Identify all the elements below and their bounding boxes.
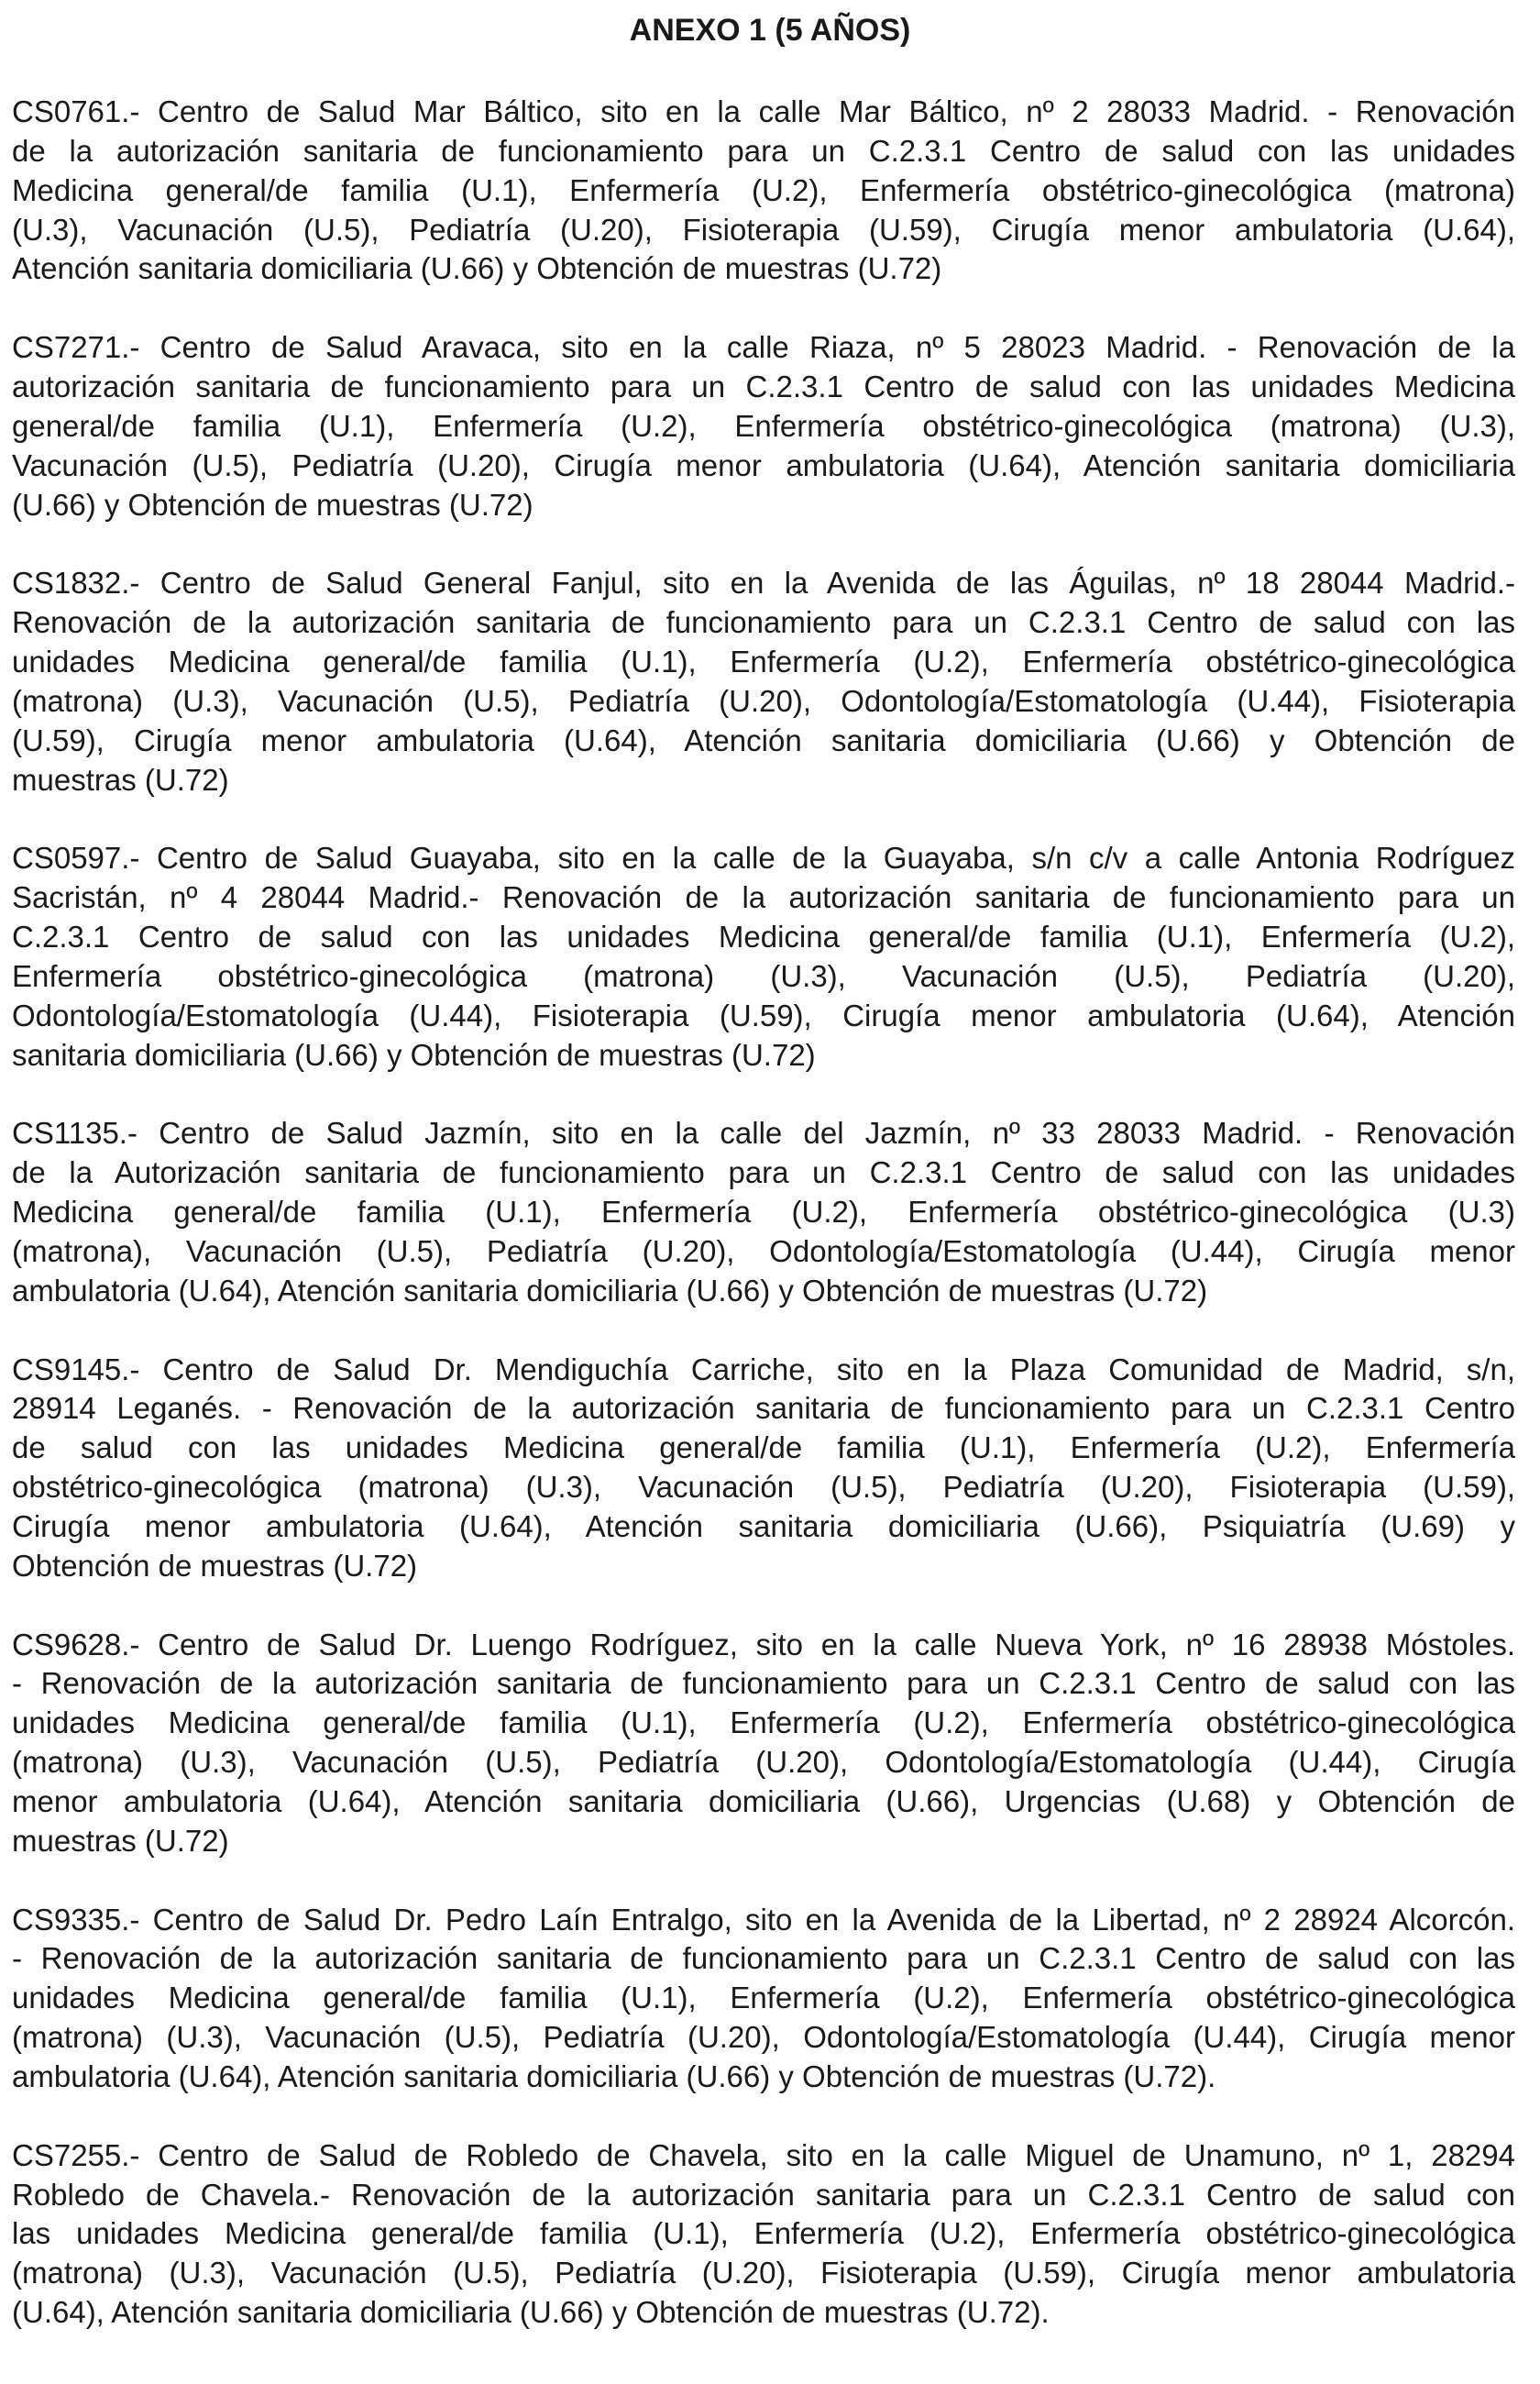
entry-line: Vacunación (U.5), Pediatría (U.20), Cirugía menor ambulatoria (U.64), Atención sanitaria domiciliaria xyxy=(12,447,1515,482)
entry-line: ambulatoria (U.64), Atención sanitaria domiciliaria (U.66) y Obtención de muestras (U.72). xyxy=(12,2058,1216,2093)
entry-line: CS1135.- Centro de Salud Jazmín, sito en la calle del Jazmín, nº 33 28033 Madrid. - Renovación xyxy=(12,1116,1515,1151)
entry-line: (U.66) y Obtención de muestras (U.72) xyxy=(12,487,534,522)
entry-line: Medicina general/de familia (U.1), Enfermería (U.2), Enfermería obstétrico-ginecológica (matrona) xyxy=(12,172,1515,207)
entry-line: de la autorización sanitaria de funcionamiento para un C.2.3.1 Centro de salud con las unidades xyxy=(12,133,1515,168)
entry-cs7255 xyxy=(12,2136,1515,2333)
entry-line: autorización sanitaria de funcionamiento para un C.2.3.1 Centro de salud con las unidades Medicina xyxy=(12,370,1515,404)
entry-line: Atención sanitaria domiciliaria (U.66) y Obtención de muestras (U.72) xyxy=(12,251,942,286)
entry-line: unidades Medicina general/de familia (U.1), Enfermería (U.2), Enfermería obstétrico-ginecológica xyxy=(12,1705,1515,1740)
entry-line: (matrona) (U.3), Vacunación (U.5), Pediatría (U.20), Odontología/Estomatología (U.44), Fisioterapia xyxy=(12,683,1515,718)
entry-cs0597 xyxy=(12,839,1515,1075)
entry-line: Sacristán, nº 4 28044 Madrid.- Renovación de la autorización sanitaria de funcionamiento para un xyxy=(12,880,1515,915)
entry-cs1135 xyxy=(12,1114,1515,1310)
entry-line: Enfermería obstétrico-ginecológica (matrona) (U.3), Vacunación (U.5), Pediatría (U.20), xyxy=(12,958,1515,993)
entry-line: (U.59), Cirugía menor ambulatoria (U.64), Atención sanitaria domiciliaria (U.66) y Obtención de xyxy=(12,723,1515,757)
entry-line: unidades Medicina general/de familia (U.1), Enfermería (U.2), Enfermería obstétrico-ginecológica xyxy=(12,1981,1515,2015)
entry-line: (matrona), Vacunación (U.5), Pediatría (U.20), Odontología/Estomatología (U.44), Cirugía menor xyxy=(12,1233,1515,1268)
entry-cs9628 xyxy=(12,1626,1515,1861)
entry-line: CS7255.- Centro de Salud de Robledo de Chavela, sito en la calle Miguel de Unamuno, nº 1, 28294 xyxy=(12,2137,1515,2172)
entry-line: Obtención de muestras (U.72) xyxy=(12,1548,418,1583)
entry-line: obstétrico-ginecológica (matrona) (U.3), Vacunación (U.5), Pediatría (U.20), Fisioterapia (U.59), xyxy=(12,1470,1515,1505)
entry-line: - Renovación de la autorización sanitaria de funcionamiento para un C.2.3.1 Centro de salud con las xyxy=(12,1941,1515,1976)
document-title: ANEXO 1 (5 AÑOS) xyxy=(629,13,911,48)
entry-cs9335 xyxy=(12,1901,1515,2097)
entry-cs1832 xyxy=(12,564,1515,800)
entry-line: CS7271.- Centro de Salud Aravaca, sito en la calle Riaza, nº 5 28023 Madrid. - Renovación de la xyxy=(12,330,1515,365)
entry-line: CS9145.- Centro de Salud Dr. Mendiguchía Carriche, sito en la Plaza Comunidad de Madrid, s/n, xyxy=(12,1352,1515,1386)
entry-line: CS9628.- Centro de Salud Dr. Luengo Rodríguez, sito en la calle Nueva York, nº 16 28938 Móstoles. xyxy=(12,1627,1515,1661)
entry-line: CS9335.- Centro de Salud Dr. Pedro Laín Entralgo, sito en la Avenida de la Libertad, nº 2 28924 Alcorcón. xyxy=(12,1902,1515,1937)
entry-cs0761 xyxy=(12,93,1515,289)
entry-line: (matrona) (U.3), Vacunación (U.5), Pediatría (U.20), Odontología/Estomatología (U.44), Cirugía xyxy=(12,1745,1515,1780)
entry-cs9145 xyxy=(12,1351,1515,1586)
entry-line: las unidades Medicina general/de familia (U.1), Enfermería (U.2), Enfermería obstétrico-ginecológica xyxy=(12,2216,1515,2251)
entry-line: CS0761.- Centro de Salud Mar Báltico, sito en la calle Mar Báltico, nº 2 28033 Madrid. - Renovación xyxy=(12,94,1515,128)
entry-line: (U.64), Atención sanitaria domiciliaria (U.66) y Obtención de muestras (U.72). xyxy=(12,2295,1050,2330)
entry-line: unidades Medicina general/de familia (U.1), Enfermería (U.2), Enfermería obstétrico-ginecológica xyxy=(12,645,1515,679)
entry-line: Medicina general/de familia (U.1), Enfermería (U.2), Enfermería obstétrico-ginecológica (U.3) xyxy=(12,1195,1515,1230)
entry-line: ambulatoria (U.64), Atención sanitaria domiciliaria (U.66) y Obtención de muestras (U.72) xyxy=(12,1273,1208,1308)
entry-line: CS0597.- Centro de Salud Guayaba, sito en la calle de la Guayaba, s/n c/v a calle Antonia Rodríguez xyxy=(12,841,1515,876)
entry-line: Robledo de Chavela.- Renovación de la autorización sanitaria para un C.2.3.1 Centro de salud con xyxy=(12,2177,1515,2212)
entry-line: - Renovación de la autorización sanitaria de funcionamiento para un C.2.3.1 Centro de salud con las xyxy=(12,1666,1515,1701)
entry-line: Odontología/Estomatología (U.44), Fisioterapia (U.59), Cirugía menor ambulatoria (U.64), Atención xyxy=(12,998,1515,1032)
entry-line: general/de familia (U.1), Enfermería (U.2), Enfermería obstétrico-ginecológica (matrona) (U.3), xyxy=(12,408,1515,443)
entry-line: (matrona) (U.3), Vacunación (U.5), Pediatría (U.20), Odontología/Estomatología (U.44), Cirugía menor xyxy=(12,2020,1515,2055)
entry-line: de la Autorización sanitaria de funcionamiento para un C.2.3.1 Centro de salud con las unidades xyxy=(12,1155,1515,1190)
entry-line: Renovación de la autorización sanitaria de funcionamiento para un C.2.3.1 Centro de salud con las xyxy=(12,605,1515,640)
entry-line: muestras (U.72) xyxy=(12,762,229,797)
entry-line: C.2.3.1 Centro de salud con las unidades Medicina general/de familia (U.1), Enfermería (U.2), xyxy=(12,920,1515,955)
entry-line: muestras (U.72) xyxy=(12,1823,229,1858)
entry-cs7271 xyxy=(12,328,1515,524)
entry-line: menor ambulatoria (U.64), Atención sanitaria domiciliaria (U.66), Urgencias (U.68) y Obtención de xyxy=(12,1783,1515,1818)
entry-line: de salud con las unidades Medicina general/de familia (U.1), Enfermería (U.2), Enfermería xyxy=(12,1430,1515,1465)
document-body xyxy=(12,93,1515,2372)
entry-line: (U.3), Vacunación (U.5), Pediatría (U.20), Fisioterapia (U.59), Cirugía menor ambulatoria (U.64), xyxy=(12,212,1515,247)
entry-line: (matrona) (U.3), Vacunación (U.5), Pediatría (U.20), Fisioterapia (U.59), Cirugía menor ambulatoria xyxy=(12,2256,1515,2290)
entry-line: CS1832.- Centro de Salud General Fanjul, sito en la Avenida de las Águilas, nº 18 28044 Madrid.- xyxy=(12,566,1515,601)
entry-line: 28914 Leganés. - Renovación de la autorización sanitaria de funcionamiento para un C.2.3.1 Centro xyxy=(12,1391,1515,1426)
entry-line: sanitaria domiciliaria (U.66) y Obtención de muestras (U.72) xyxy=(12,1037,816,1072)
entry-line: Cirugía menor ambulatoria (U.64), Atención sanitaria domiciliaria (U.66), Psiquiatría (U.69) y xyxy=(12,1508,1515,1543)
